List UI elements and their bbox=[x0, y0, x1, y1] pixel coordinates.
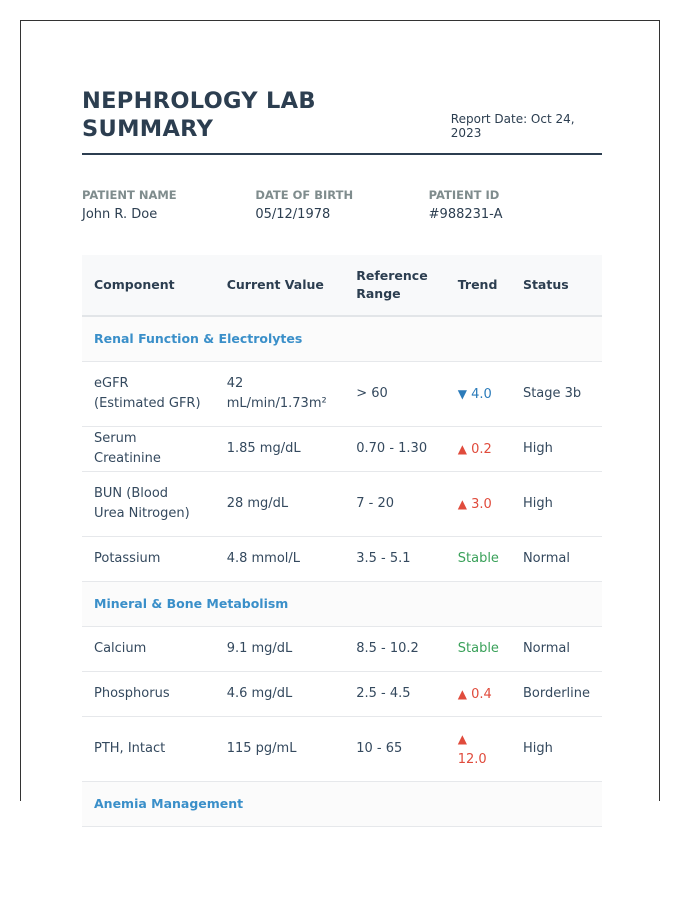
header-reference-range: Reference Range bbox=[344, 255, 446, 316]
section-title: Mineral & Bone Metabolism bbox=[82, 582, 602, 627]
trend-cell: Stable bbox=[446, 627, 511, 672]
status-cell: Stage 3b bbox=[511, 362, 602, 427]
dob-value: 05/12/1978 bbox=[255, 207, 331, 222]
component-cell: Phosphorus bbox=[82, 672, 215, 717]
value-cell: 115 pg/mL bbox=[215, 717, 345, 782]
triangle-down-icon: ▼ bbox=[457, 386, 467, 401]
range-cell: 2.5 - 4.5 bbox=[344, 672, 446, 717]
trend-cell bbox=[446, 472, 511, 537]
header-component: Component bbox=[82, 255, 215, 316]
section-row-renal bbox=[82, 316, 602, 362]
component-cell: Calcium bbox=[82, 627, 215, 672]
range-cell: 7 - 20 bbox=[344, 472, 446, 537]
trend-cell: Stable bbox=[446, 537, 511, 582]
table-header-row bbox=[82, 255, 602, 316]
status-cell: Borderline bbox=[511, 672, 602, 717]
range-cell: 3.5 - 5.1 bbox=[344, 537, 446, 582]
header-status: Status bbox=[511, 255, 602, 316]
value-cell: 4.6 mg/dL bbox=[215, 672, 345, 717]
patient-info bbox=[82, 188, 602, 222]
section-row-mineral bbox=[82, 582, 602, 627]
patient-name-value: John R. Doe bbox=[82, 207, 158, 222]
component-cell: PTH, Intact bbox=[82, 717, 215, 782]
value-cell: 42 mL/min/1.73m² bbox=[215, 362, 345, 427]
patient-id-value: #988231-A bbox=[428, 207, 503, 222]
value-cell: 4.8 mmol/L bbox=[215, 537, 345, 582]
table-row bbox=[82, 717, 602, 782]
trend-value: 4.0 bbox=[471, 386, 492, 402]
trend-cell bbox=[446, 717, 511, 782]
component-cell: Potassium bbox=[82, 537, 215, 582]
trend-value: 0.2 bbox=[471, 441, 492, 457]
value-cell: 1.85 mg/dL bbox=[215, 427, 345, 472]
section-title: Renal Function & Electrolytes bbox=[82, 316, 602, 362]
triangle-up-icon: ▲ bbox=[457, 496, 467, 511]
status-cell: High bbox=[511, 427, 602, 472]
value-cell: 28 mg/dL bbox=[215, 472, 345, 537]
triangle-up-icon: ▲ bbox=[457, 441, 467, 456]
patient-name-label: PATIENT NAME bbox=[82, 188, 177, 202]
patient-name-field bbox=[82, 188, 255, 222]
header-current-value: Current Value bbox=[215, 255, 345, 316]
status-cell: Normal bbox=[511, 537, 602, 582]
table-row bbox=[82, 362, 602, 427]
dob-label: DATE OF BIRTH bbox=[255, 188, 354, 202]
report-title: NEPHROLOGY LAB SUMMARY bbox=[82, 88, 316, 142]
table-row bbox=[82, 537, 602, 582]
range-cell: 0.70 - 1.30 bbox=[344, 427, 446, 472]
trend-cell bbox=[446, 362, 511, 427]
patient-id-label: PATIENT ID bbox=[428, 188, 500, 202]
range-cell: 10 - 65 bbox=[344, 717, 446, 782]
status-cell: Normal bbox=[511, 627, 602, 672]
report-header bbox=[82, 87, 602, 155]
section-title: Anemia Management bbox=[82, 782, 602, 827]
trend-cell bbox=[446, 672, 511, 717]
trend-value: 0.4 bbox=[471, 686, 492, 702]
dob-field bbox=[255, 188, 428, 222]
lab-results-table bbox=[82, 255, 602, 827]
report-content bbox=[82, 87, 602, 827]
status-cell: High bbox=[511, 472, 602, 537]
range-cell: 8.5 - 10.2 bbox=[344, 627, 446, 672]
section-row-anemia bbox=[82, 782, 602, 827]
report-page bbox=[20, 20, 660, 811]
table-row bbox=[82, 427, 602, 472]
patient-id-field bbox=[429, 188, 602, 222]
component-cell: eGFR (Estimated GFR) bbox=[82, 362, 215, 427]
table-row bbox=[82, 472, 602, 537]
component-cell: BUN (Blood Urea Nitrogen) bbox=[82, 472, 215, 537]
status-cell: High bbox=[511, 717, 602, 782]
trend-value: 3.0 bbox=[471, 496, 492, 512]
trend-value: 12.0 bbox=[457, 751, 487, 767]
trend-cell bbox=[446, 427, 511, 472]
report-date: Report Date: Oct 24, 2023 bbox=[450, 112, 575, 140]
table-row bbox=[82, 627, 602, 672]
triangle-up-icon: ▲ bbox=[457, 731, 467, 746]
range-cell: > 60 bbox=[344, 362, 446, 427]
triangle-up-icon: ▲ bbox=[457, 686, 467, 701]
header-trend: Trend bbox=[446, 255, 511, 316]
component-cell: Serum Creatinine bbox=[82, 427, 215, 472]
table-row bbox=[82, 672, 602, 717]
value-cell: 9.1 mg/dL bbox=[215, 627, 345, 672]
